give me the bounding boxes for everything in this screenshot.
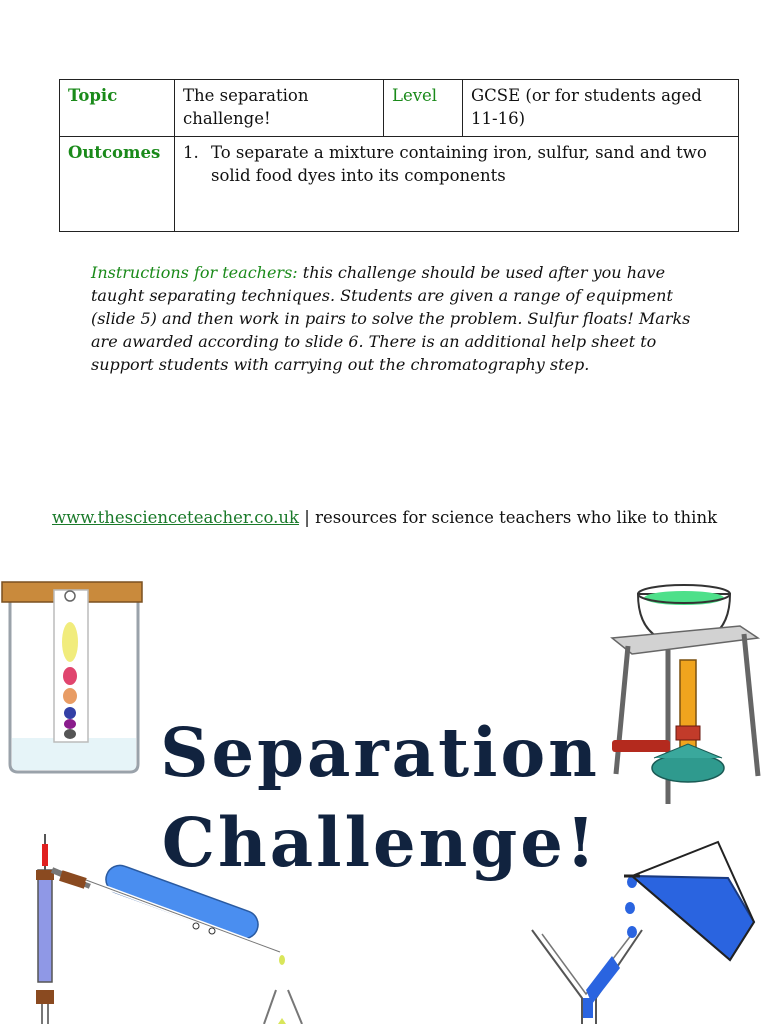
table-row bbox=[60, 80, 739, 137]
filtrate-stream bbox=[586, 956, 620, 1004]
info-table bbox=[59, 79, 739, 232]
blue-dye-spot bbox=[64, 707, 76, 719]
droplet bbox=[625, 902, 635, 914]
outcomes-label: Outcomes bbox=[60, 137, 175, 232]
teacher-instructions bbox=[91, 261, 691, 376]
outcome-number: 1. bbox=[183, 143, 199, 162]
evaporation-apparatus-icon bbox=[608, 578, 768, 806]
tripod-leg bbox=[744, 634, 758, 776]
air-hole-collar bbox=[676, 726, 700, 740]
clip-icon bbox=[65, 591, 75, 601]
water-inlet-icon bbox=[193, 923, 199, 929]
receiving-flask bbox=[264, 990, 302, 1024]
topic-value: The separation challenge! bbox=[175, 80, 384, 137]
distillate-drop bbox=[279, 955, 285, 965]
outcome-item bbox=[183, 141, 730, 187]
funnel-liquid bbox=[583, 998, 593, 1018]
website-link[interactable]: www.thescienceteacher.co.uk bbox=[52, 508, 300, 527]
purple-dye-spot bbox=[64, 719, 76, 729]
droplet bbox=[627, 926, 637, 938]
bunsen-base bbox=[652, 754, 724, 782]
solvent-layer bbox=[12, 738, 136, 770]
instructions-body: this challenge should be used after you have taught separating techniques. Students are given a range of equipment (slide 5) and then work in pairs to solve the problem. Sulfur floats! Marks are awarded according to slide 6. There is an additional help sheet to support students with carrying out the chromatography step. bbox=[91, 263, 691, 374]
distillate bbox=[278, 1018, 286, 1024]
footer-tagline: | resources for science teachers who like to think bbox=[304, 508, 718, 527]
poster-title bbox=[140, 708, 620, 888]
water-outlet-icon bbox=[209, 928, 215, 934]
chromatography-beaker-icon bbox=[0, 578, 150, 778]
orange-dye-spot bbox=[63, 688, 77, 704]
condenser-stopper bbox=[59, 870, 87, 888]
level-value: GCSE (or for students aged 11-16) bbox=[463, 80, 739, 137]
fractionating-column bbox=[38, 870, 52, 982]
column-stopper bbox=[36, 870, 54, 880]
footer bbox=[52, 508, 717, 527]
table-row bbox=[60, 137, 739, 232]
yellow-dye-spot bbox=[62, 622, 78, 662]
title-line-2: Challenge! bbox=[161, 803, 599, 882]
gas-tube bbox=[612, 740, 670, 752]
instructions-lead: Instructions for teachers: bbox=[91, 263, 298, 282]
flask-stopper bbox=[36, 990, 54, 1004]
level-label: Level bbox=[384, 80, 463, 137]
pouring-beaker-liquid bbox=[632, 876, 754, 960]
outcome-text: To separate a mixture containing iron, sulfur, sand and two solid food dyes into its components bbox=[211, 143, 707, 185]
topic-label: Topic bbox=[60, 80, 175, 137]
black-dye-spot bbox=[64, 729, 76, 739]
outcomes-cell bbox=[175, 137, 739, 232]
title-line-1: Separation bbox=[160, 713, 600, 792]
thermometer-bulb bbox=[42, 844, 48, 866]
pink-dye-spot bbox=[63, 667, 77, 685]
